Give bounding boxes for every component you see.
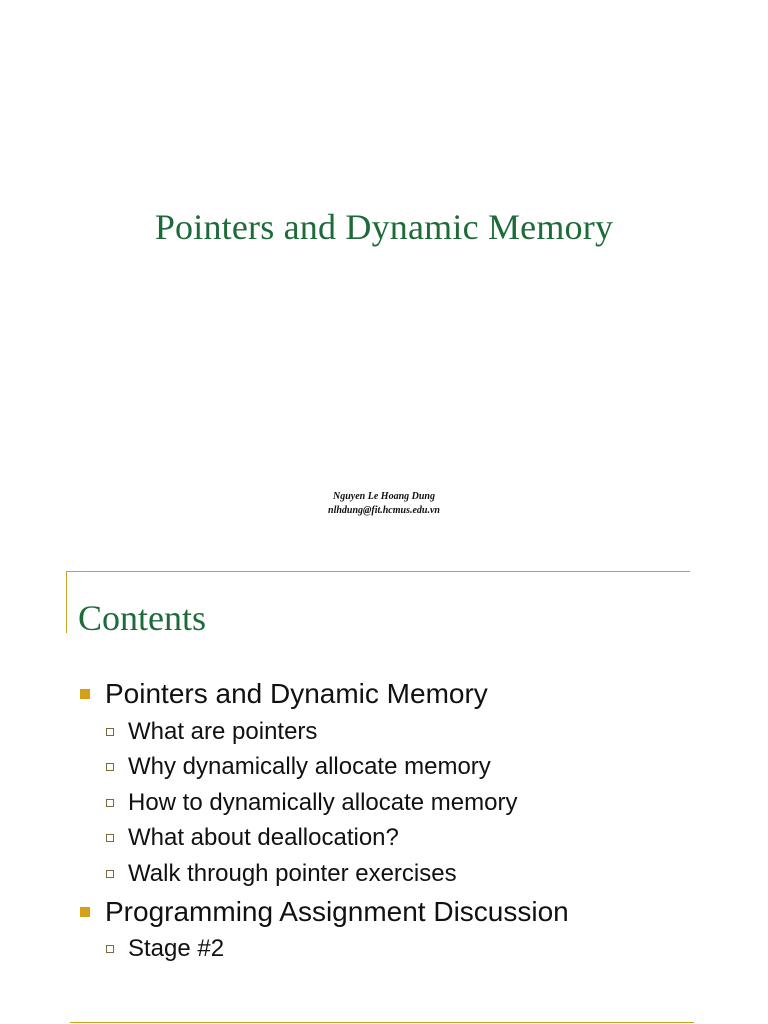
- sub-list-item-label: What are pointers: [128, 717, 318, 745]
- hollow-square-bullet-icon: [106, 799, 114, 807]
- top-frame-line: [66, 571, 690, 572]
- sub-list-item: [80, 785, 728, 821]
- author-email: nlhdung@fit.hcmus.edu.vn: [328, 505, 440, 516]
- sub-list-item: [80, 856, 728, 892]
- slide-title: Pointers and Dynamic Memory: [154, 207, 614, 247]
- hollow-square-bullet-icon: [106, 763, 114, 771]
- sub-list-item: [80, 821, 728, 857]
- hollow-square-bullet-icon: [106, 728, 114, 736]
- contents-title: Contents: [78, 598, 207, 638]
- list-item-label: Programming Assignment Discussion: [105, 895, 569, 927]
- sub-list-item-label: Why dynamically allocate memory: [128, 753, 491, 781]
- sub-list-item: [80, 750, 728, 786]
- sub-list-item-label: How to dynamically allocate memory: [128, 788, 518, 816]
- sub-list-item: [80, 714, 728, 750]
- list-item-label: Pointers and Dynamic Memory: [105, 678, 488, 709]
- hollow-square-bullet-icon: [106, 870, 114, 878]
- list-item: [80, 674, 728, 714]
- author-name: Nguyen Le Hoang Dung: [333, 491, 435, 502]
- sub-list-item-label: Walk through pointer exercises: [128, 859, 457, 887]
- hollow-square-bullet-icon: [106, 945, 114, 953]
- sub-list-item-label: Stage #2: [128, 935, 225, 963]
- bottom-frame-line: [70, 1022, 694, 1023]
- contents-list: [80, 674, 728, 967]
- sub-list-item: [80, 932, 728, 968]
- hollow-square-bullet-icon: [106, 834, 114, 842]
- author-block: [0, 490, 768, 518]
- filled-square-bullet-icon: [80, 907, 90, 917]
- sub-list-item-label: What about deallocation?: [128, 824, 399, 852]
- filled-square-bullet-icon: [80, 689, 90, 699]
- left-frame-line: [66, 571, 67, 633]
- list-item: [80, 892, 728, 932]
